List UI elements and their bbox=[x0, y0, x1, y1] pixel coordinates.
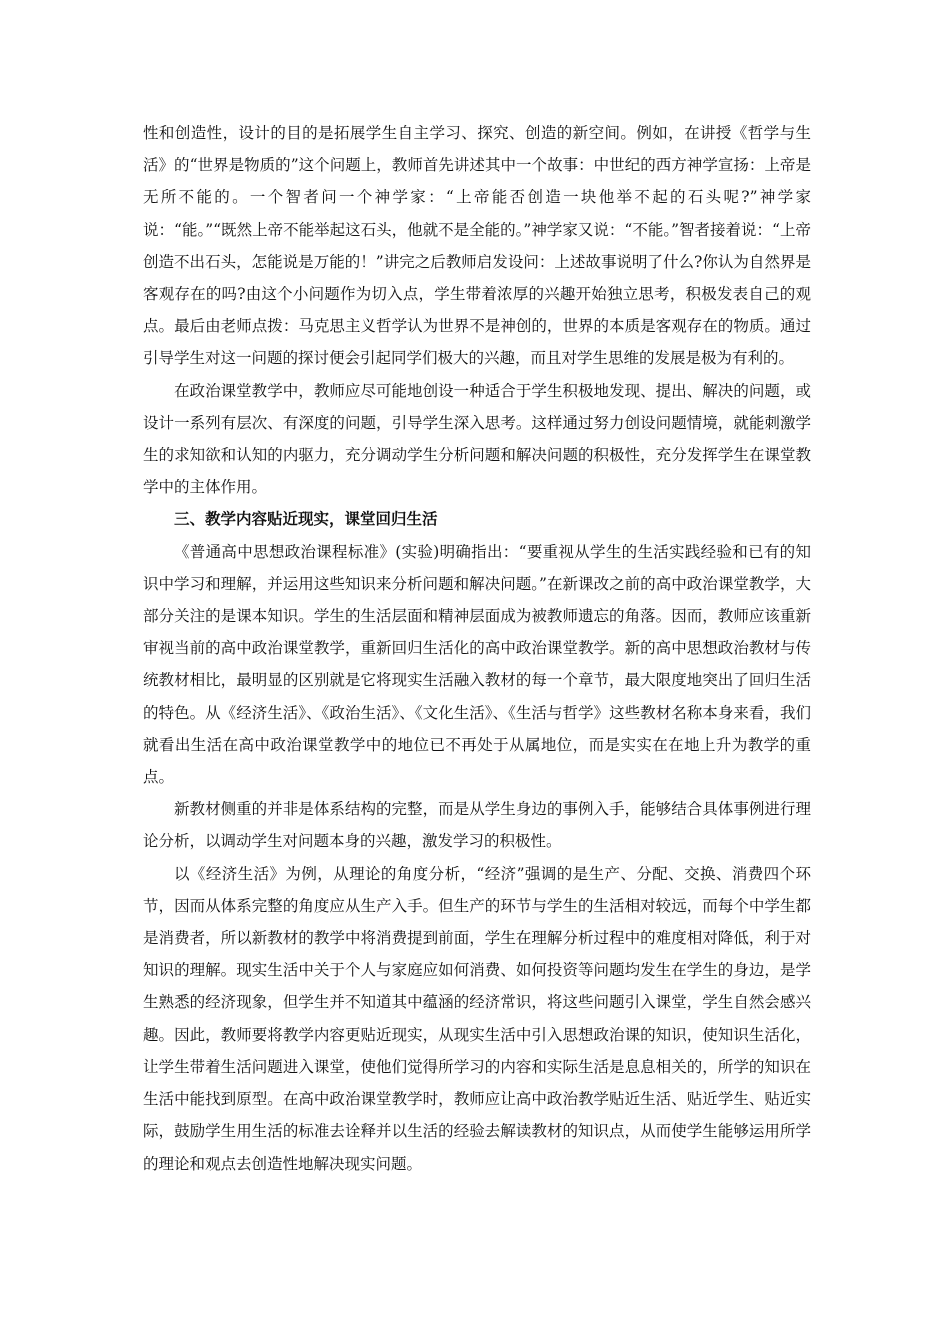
paragraph: 新教材侧重的并非是体系结构的完整，而是从学生身边的事例入手，能够结合具体事例进行理论分析，以调动学生对问题本身的兴趣，激发学习的积极性。 bbox=[143, 800, 811, 851]
paragraph: 在政治课堂教学中，教师应尽可能地创设一种适合于学生积极地发现、提出、解决的问题，或设计一系列有层次、有深度的问题，引导学生深入思考。这样通过努力创设问题情境，就能刺激学生的求知欲和认知的内驱力，充分调动学生分析问题和解决问题的积极性，充分发挥学生在课堂教学中的主体作用。 bbox=[143, 381, 811, 497]
paragraph: 以《经济生活》为例，从理论的角度分析，“经济”强调的是生产、分配、交换、消费四个环节，因而从体系完整的角度应从生产入手。但生产的环节与学生的生活相对较远，而每个中学生都是消费者，所以新教材的教学中将消费提到前面，学生在理解分析过程中的难度相对降低，利于对知识的理解。现实生活中关于个人与家庭应如何消费、如何投资等问题均发生在学生的身边，是学生熟悉的经济现象，但学生并不知道其中蕴涵的经济常识，将这些问题引入课堂，学生自然会感兴趣。因此，教师要将教学内容更贴近现实，从现实生活中引入思想政治课的知识，使知识生活化，让学生带着生活问题进入课堂，使他们觉得所学习的内容和实际生活是息息相关的，所学的知识在生活中能找到原型。在高中政治课堂教学时，教师应让高中政治教学贴近生活、贴近学生、贴近实际，鼓励学生用生活的标准去诠释并以生活的经验去解读教材的知识点，从而使学生能够运用所学的理论和观点去创造性地解决现实问题。 bbox=[143, 864, 811, 1173]
section-heading: 三、教学内容贴近现实，课堂回归生活 bbox=[174, 510, 438, 529]
paragraph: 《普通高中思想政治课程标准》(实验)明确指出：“要重视从学生的生活实践经验和已有的知识中学习和理解，并运用这些知识来分析问题和解决问题。”在新课改之前的高中政治课堂教学，大部分关注的是课本知识。学生的生活层面和精神层面成为被教师遗忘的角落。因而，教师应该重新审视当前的高中政治课堂教学，重新回归生活化的高中政治课堂教学。新的高中思想政治教材与传统教材相比，最明显的区别就是它将现实生活融入教材的每一个章节，最大限度地突出了回归生活的特色。从《经济生活》、《政治生活》、《文化生活》、《生活与哲学》这些教材名称本身来看，我们就看出生活在高中政治课堂教学中的地位已不再处于从属地位，而是实实在在地上升为教学的重点。 bbox=[143, 542, 811, 787]
paragraph-continued: 性和创造性，设计的目的是拓展学生自主学习、探究、创造的新空间。例如，在讲授《哲学与生活》的“世界是物质的”这个问题上，教师首先讲述其中一个故事：中世纪的西方神学宣扬：上帝是无所不能的。一个智者问一个神学家：“上帝能否创造一块他举不起的石头呢?”神学家说：“能。”“既然上帝不能举起这石头，他就不是全能的。”神学家又说：“不能。”智者接着说：“上帝创造不出石头，怎能说是万能的！”讲完之后教师启发设问：上述故事说明了什么?你认为自然界是客观存在的吗?由这个小问题作为切入点，学生带着浓厚的兴趣开始独立思考，积极发表自己的观点。最后由老师点拨：马克思主义哲学认为世界不是神创的，世界的本质是客观存在的物质。通过引导学生对这一问题的探讨便会引起同学们极大的兴趣，而且对学生思维的发展是极为有利的。 bbox=[143, 124, 811, 368]
document-body bbox=[143, 117, 811, 1180]
